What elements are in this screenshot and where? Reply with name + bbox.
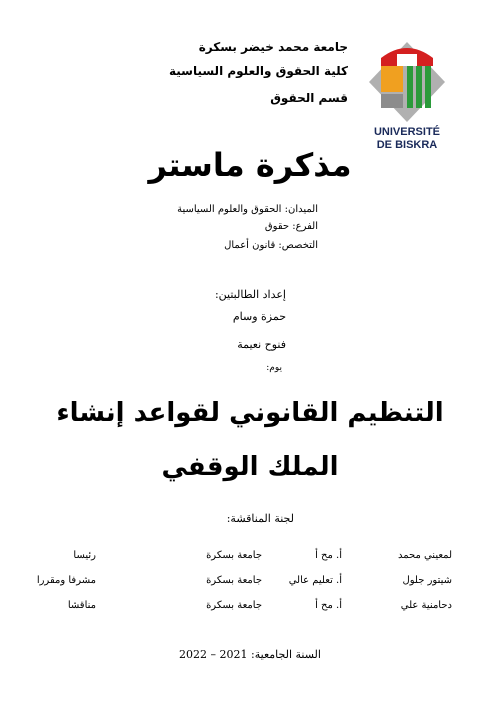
committee-member-rank: أ. تعليم عالي (288, 575, 342, 586)
committee-member-role: مناقشا (67, 600, 96, 611)
thesis-title-line-2: الملك الوقفي (161, 452, 339, 482)
committee-row (0, 550, 500, 570)
prepared-by-label: إعداد الطالبتين: (214, 288, 286, 301)
field-domain: الميدان: الحقوق والعلوم السياسية (177, 204, 318, 215)
committee-member-rank: أ. مح أ (315, 550, 342, 561)
committee-member-name: لمعيني محمد (397, 550, 452, 561)
committee-row (0, 600, 500, 620)
logo-text-universite: UNIVERSITÉ (373, 126, 440, 138)
department-name: قسم الحقوق (270, 91, 348, 105)
field-branch: الفرع: حقوق (264, 221, 318, 232)
university-name: جامعة محمد خيضر بسكرة (198, 40, 348, 54)
committee-row (0, 575, 500, 595)
faculty-name: كلية الحقوق والعلوم السياسية (168, 64, 348, 78)
university-logo-emblem-icon (367, 36, 447, 126)
committee-member-institution: جامعة بسكرة (206, 600, 262, 611)
document-type-title: مذكرة ماستر (148, 146, 352, 184)
committee-member-role: رئيسا (73, 550, 96, 561)
committee-member-institution: جامعة بسكرة (206, 550, 262, 561)
student-name: فنوح نعيمة (237, 338, 286, 351)
thesis-title-line-1: التنظيم القانوني لقواعد إنشاء (56, 398, 444, 428)
committee-member-name: دحامنية علي (400, 600, 452, 611)
field-specialty: التخصص: قانون أعمال (224, 240, 318, 251)
committee-member-rank: أ. مح أ (315, 600, 342, 611)
student-name: حمزة وسام (232, 310, 286, 323)
academic-year: السنة الجامعية: 2021 – 2022 (179, 648, 321, 661)
committee-member-role: مشرفا ومقررا (36, 575, 96, 586)
university-logo (367, 36, 447, 158)
committee-member-name: شيتور جلول (402, 575, 452, 586)
committee-label: لجنة المناقشة: (226, 512, 294, 525)
committee-member-institution: جامعة بسكرة (206, 575, 262, 586)
date-label: يوم: (266, 363, 282, 373)
logo-text-de-biskra: DE BISKRA (376, 139, 438, 151)
